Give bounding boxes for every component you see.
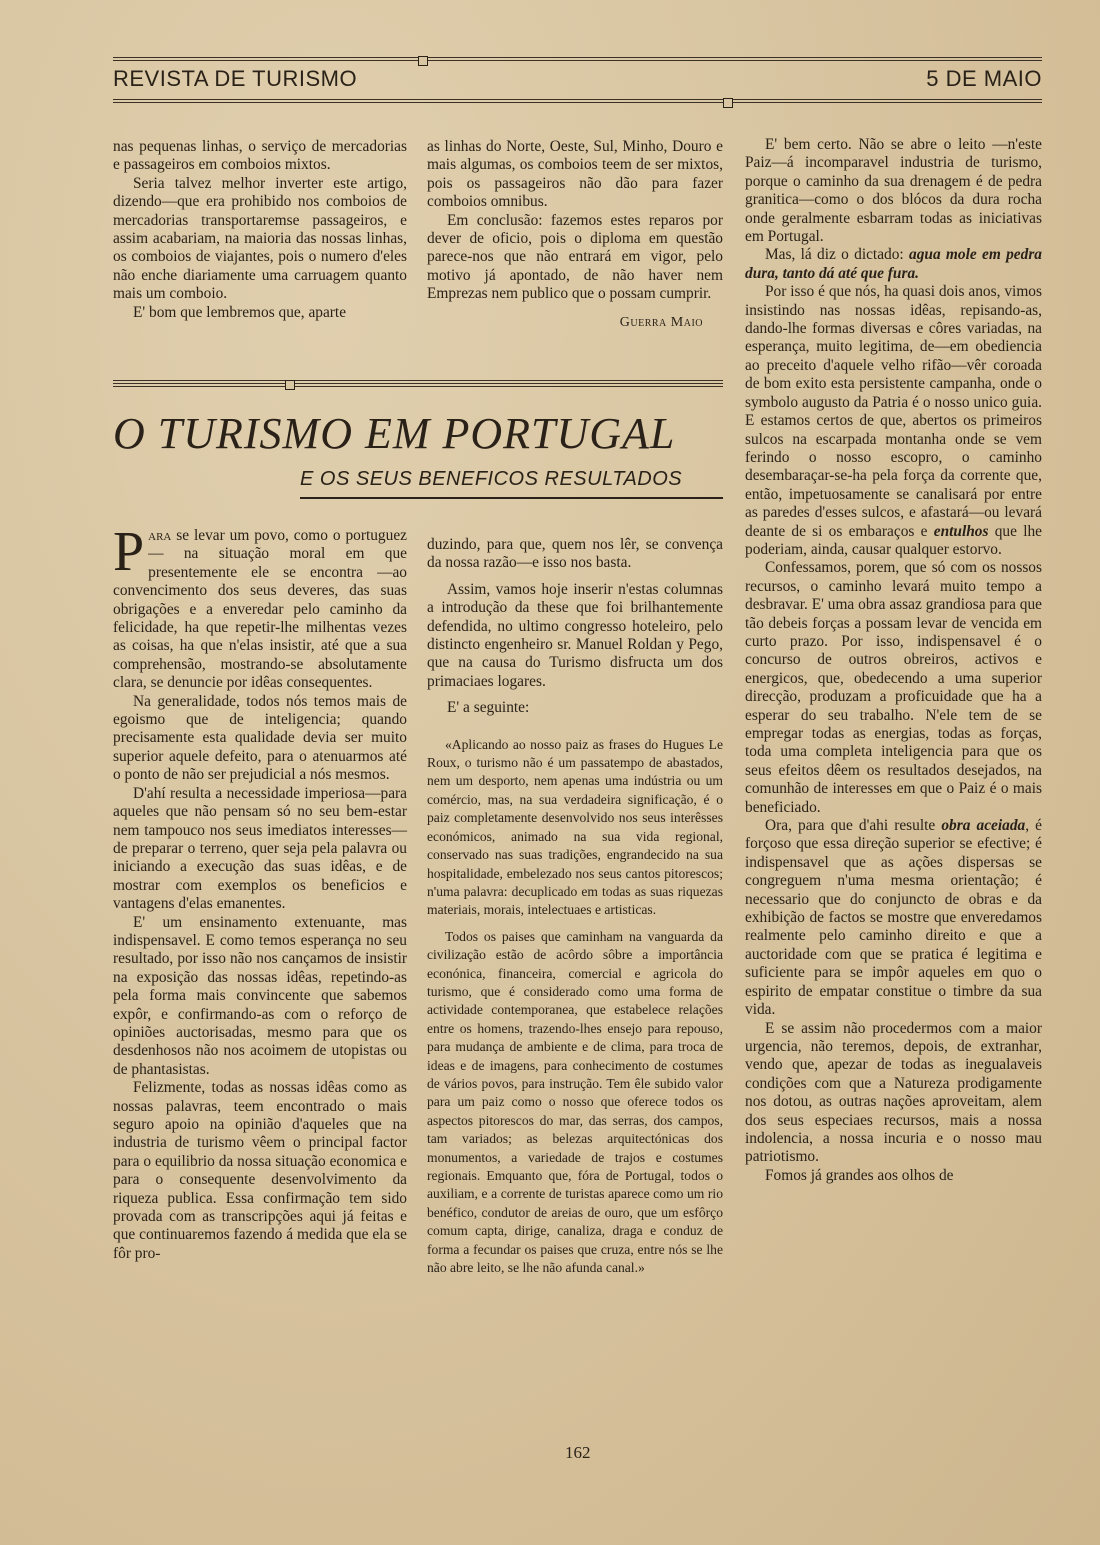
paragraph-text: que lhe poderiam, ainda, causar qualquer estorvo. bbox=[745, 522, 1042, 558]
lead-smallcaps: ara bbox=[148, 527, 172, 544]
paragraph: Em conclusão: fazemos estes reparos por dever de oficio, pois o diploma em questão parece-nos que não entrará em vigor, pelo motivo já apontado, de não haver nem Emprezas nem publico que o possam cumprir. bbox=[427, 211, 723, 303]
paragraph: Confessamos, porem, que só com os nossos recursos, o caminho levará muito tempo a desbravar. E' uma obra assaz grandiosa para que tão debeis forças a possam levar de vencida em curto prazo. Por isso, indispensavel é o concurso de outros obreiros, activos e energicos, que, obedecendo a uma superior direcção, produzam a proficuidade que ha a esperar do seu trabalho. N'ele tem de se empregar todas as energias, todas as forças, toda uma completa inteligencia para que os seus efeitos dêem os resultados desejados, na comunhão de interesses em que o Paiz é o mais beneficiado. bbox=[745, 559, 1042, 816]
paragraph: Fomos já grandes aos olhos de bbox=[765, 1166, 954, 1184]
paragraph bbox=[113, 521, 407, 693]
article-title: O TURISMO EM PORTUGAL bbox=[113, 409, 676, 458]
paragraph: E' a seguinte: bbox=[447, 699, 530, 717]
author-signature: Guerra Maio bbox=[619, 314, 703, 330]
header-rule bbox=[113, 99, 1042, 109]
article-col2 bbox=[427, 536, 723, 1277]
ornament-icon bbox=[285, 380, 295, 390]
paragraph: Seria talvez melhor inverter este artigo, dizendo—que era prohibido nos comboios de mercadorias transportaremse passageiros, e assim acabariam, na maioria das nossas linhas, os comboios de viajantes, pois o numero d'eles não enche diariamente uma carruagem quanto mais um comboio. bbox=[113, 174, 407, 303]
journal-title: REVISTA DE TURISMO bbox=[113, 66, 358, 91]
paragraph-text: Mas, lá diz o dictado: bbox=[765, 246, 909, 264]
ornament-icon bbox=[418, 56, 428, 66]
emphasis: obra aceiada bbox=[941, 817, 1026, 835]
paragraph: E' bem certo. Não se abre o leito —n'este Paiz—á incomparavel industria de turismo, porque o caminho da sua drenagem é de pedra granitica—como o dos blócos da dura rocha onde geralmente esbarram todas as iniciativas em Portugal. bbox=[745, 136, 1042, 246]
subtitle-rule bbox=[300, 497, 723, 499]
paragraph: E se assim não procedermos com a maior urgencia, não teremos, depois, de extranhar, vendo que, apezar de todas as inegualaveis condições com que a Natureza prodigamente nos dotou, as outras nações aproveitam, alem dos seus especiaes recursos, mais a nossa indolencia, a nossa incuria e o nosso mau patriotismo. bbox=[745, 1019, 1042, 1166]
drop-cap: P bbox=[113, 521, 145, 583]
emphasis: entulhos bbox=[933, 522, 989, 540]
paragraph: Felizmente, todas as nossas idêas como as nossas palavras, teem encontrado o mais seguro apoio na opinião d'aqueles que na industria de turismo vêem o principal factor para o equilibrio da nossa situação economica e para o consequente desenvolvimento da riqueza publica. Essa confirmação tem sido provada com as transcripções aqui já feitas e que continuaremos fazendo á medida que ela se fôr pro- bbox=[113, 1079, 407, 1262]
quote-paragraph: «Aplicando ao nosso paiz as frases do Hugues Le Roux, o turismo não é um passatempo de abastados, nem um desporto, nem apenas uma indústria ou um comércio, mas, na sua verdadeira significação, é o paiz completamente desenvolvido nos seus interêsses económicos, animado na sua vida regional, conservado nas suas tradições, engrandecido na sua hospitalidade, embelezado nos seus cantos pitorescos; n'uma palavra: decuplicado em todas as suas riquezas materiais, morais, intelectuaes e artisticas. bbox=[427, 736, 723, 918]
paragraph: nas pequenas linhas, o serviço de mercadorias e passageiros em comboios mixtos. bbox=[113, 138, 407, 174]
article-col3 bbox=[745, 136, 1042, 1185]
paragraph: duzindo, para que, quem nos lêr, se convença da nossa razão—e isso nos basta. bbox=[427, 536, 723, 572]
paragraph-text: Por isso é que nós, ha quasi dois anos, vimos insistindo nas nossas idêas, repisando-as, dando-lhe formas diversas e côres variadas, na esperança, muito legitima, de—em obediencia ao preceito d'aquele velho rifão—vêr coroada de bom exito esta persistente campanha, onde o symbolo augusto da Patria é o nosso unico guia. E estamos certos de que, abertos os primeiros sulcos na escarpada montanha onde se vem ferindo o nosso escopro, o caminho desembaraçar-se-ha pela força da corrente que, então, impetuosamente se canalisará por entre as paredes d'esses sulcos, e afastará—ou levará deante de si os embaraços e bbox=[745, 283, 1042, 540]
paragraph: Assim, vamos hoje inserir n'estas columnas a introdução da these que foi brilhantemente defendida, no ultimo congresso hoteleiro, pelo distincto engenheiro sr. Manuel Roldan y Pego, que na causa do Turismo disfructa um dos primaciaes logares. bbox=[427, 580, 723, 690]
article-subtitle: E OS SEUS BENEFICOS RESULTADOS bbox=[300, 468, 683, 490]
paragraph-text: se levar um povo, como o portuguez — na situação moral em que presentemente ele se encontra —ao convencimento dos seus deveres, das suas obrigações e a enveredar pelo caminho da felicidade, ha que repetir-lhe milhentas vezes as coisas, ha que n'elas insistir, até que a sua comprehensão, mostrando-se absolutamente clara, se denuncie por idêas consequentes. bbox=[113, 527, 407, 692]
ornament-icon bbox=[723, 98, 733, 108]
paragraph: E' um ensinamento extenuante, mas indispensavel. E como temos esperança no seu resultado, por isso não nos cançamos de insistir na exposição das nossas idêas, repetindo-as pela forma mais convincente que sabemos expôr, e confirmando-as com o reforço de opiniões auctorisadas, mesmo para que os desdenhosos não nos acoimem de utopistas ou de phantasistas. bbox=[113, 913, 407, 1078]
paragraph bbox=[745, 817, 1042, 1019]
prev-article-col1 bbox=[113, 138, 407, 322]
paragraph: E' bom que lembremos que, aparte bbox=[133, 303, 347, 321]
article-col1 bbox=[113, 521, 407, 1263]
page-number: 162 bbox=[565, 1443, 591, 1462]
prev-article-col2 bbox=[427, 138, 723, 332]
paragraph: D'ahí resulta a necessidade imperiosa—para aqueles que não pensam só no seu bem-estar nem tampouco nos seus imediatos interesses—de preparar o terreno, quer seja pela palavra ou iniciando a execução das suas idêas, e de mostrar com exemplos os beneficios e vantagens d'elas emanentes. bbox=[113, 784, 407, 913]
quote-paragraph: Todos os paises que caminham na vanguarda da civilização estão de acôrdo sôbre a importância econónica, financeira, comercial e agricola do turismo, que é considerado como uma forma de actividade contemporanea, que estabelece relações entre os homens, trazendo-lhes ensejo para repouso, para mudança de ambiente e de clima, para troca de ideas e de imagens, para conhecimento de costumes de vários povos, para instrução. Tem êle subido valor para um paiz como o nosso que oferece todos os aspectos pitorescos do mar, das serras, dos campos, tam variados; as belezas arquitectónicas dos monumentos, a variedade de trajos e costumes regionais. Emquanto que, fóra de Portugal, todos o auxiliam, e a corrente de turistas aparece como um rio benéfico, condutor de areias de ouro, que um esfôrço comum capta, dirige, canaliza, draga e conduz de forma a fecundar os paises que cruza, entre nós se lhe não abre leito, se lhe não afunda canal.» bbox=[427, 928, 723, 1276]
paragraph: as linhas do Norte, Oeste, Sul, Minho, Douro e mais algumas, os comboios teem de ser mixtos, pois os passageiros não dão para fazer comboios omnibus. bbox=[427, 138, 723, 211]
quoted-thesis bbox=[427, 736, 723, 1278]
issue-date: 5 DE MAIO bbox=[926, 66, 1042, 91]
paragraph: Na generalidade, todos nós temos mais de egoismo que de inteligencia; quando precisamente esta qualidade devia ser muito superior aquele defeito, para o atenuarmos até o ponto de não ser prejudicial a nós mesmos. bbox=[113, 692, 407, 784]
paragraph bbox=[745, 246, 1042, 283]
proverb: agua mole em pedra dura, tanto dá até que fura. bbox=[745, 246, 1043, 282]
paragraph bbox=[745, 283, 1042, 559]
paragraph-text: Ora, para que d'ahi resulte bbox=[765, 817, 942, 835]
article-separator bbox=[113, 380, 723, 390]
paragraph-text: , é forçoso que essa direção superior se efective; é indispensavel que as ações dispersas se congreguem n'uma mesma orientação; é necessario que do conjuncto de obras e da exhibição de factos se mostre que enveredamos realmente pelo caminho direito e que a auctoridade com que se pratica é legitima e suficiente para se impôr aqueles em quo o espirito de empatar constitue o timbre da sua vida. bbox=[745, 817, 1042, 1019]
